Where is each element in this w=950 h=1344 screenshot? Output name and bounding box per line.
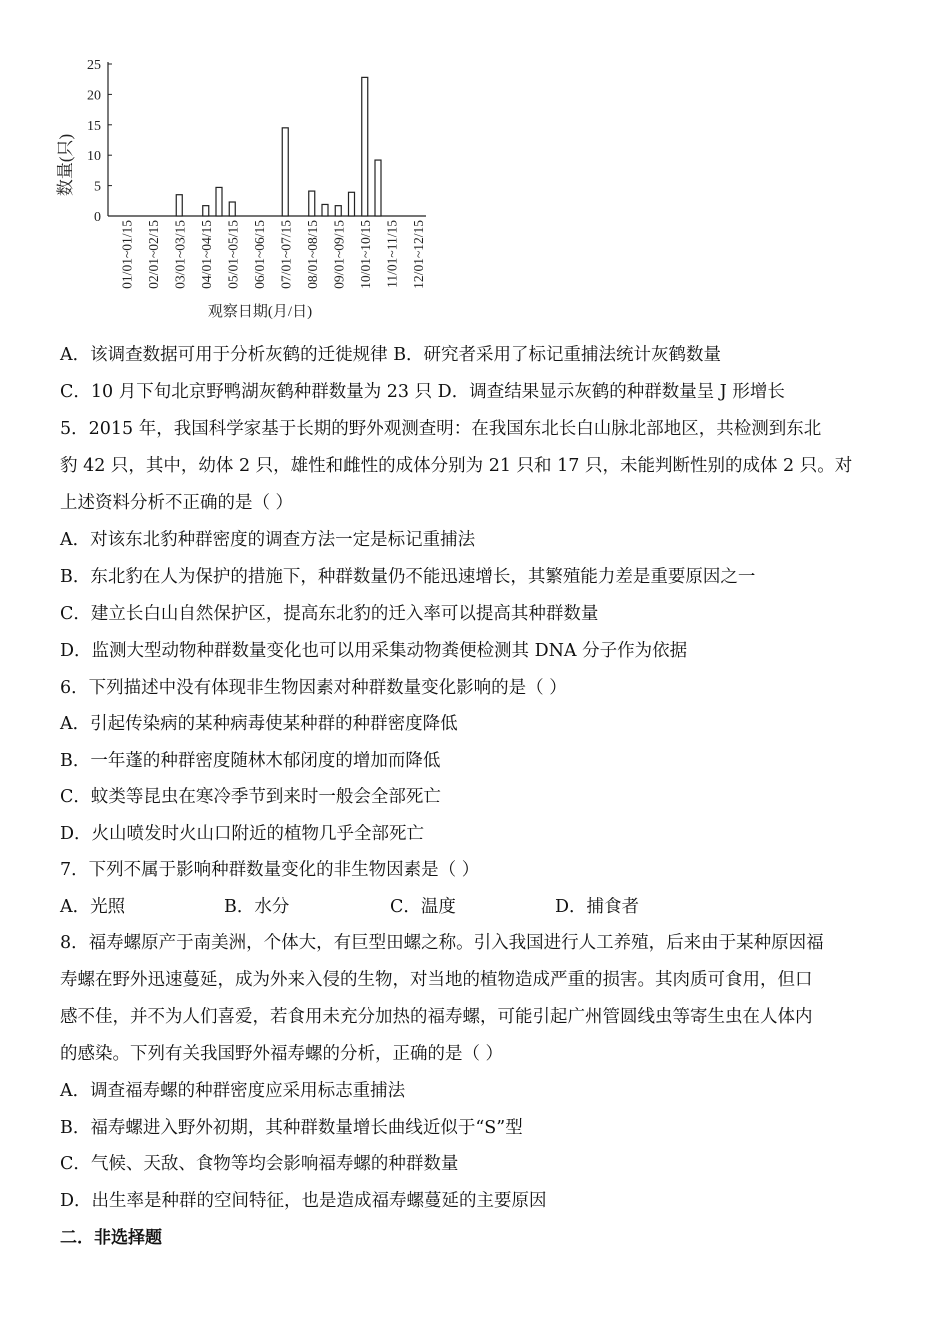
- x-tick-label: 11/01~11/15: [384, 220, 400, 288]
- bar: [375, 160, 381, 216]
- y-tick-label: 25: [87, 58, 101, 73]
- bar: [309, 191, 315, 216]
- q6-option-c: C．蚊类等昆虫在寒冷季节到来时一般会全部死亡: [60, 787, 441, 807]
- bar: [362, 77, 368, 216]
- q8-option-c: C．气候、天敌、食物等均会影响福寿螺的种群数量: [60, 1154, 459, 1174]
- bar: [282, 128, 288, 216]
- q8-stem-line3: 感不佳，并不为人们喜爱，若食用未充分加热的福寿螺，可能引起广州管圆线虫等寄生虫在人体内: [60, 1007, 813, 1027]
- x-tick-label: 12/01~12/15: [410, 220, 426, 289]
- q5-stem-line1: 5．2015 年，我国科学家基于长期的野外观测查明：在我国东北长白山脉北部地区，共检测到东北: [60, 419, 822, 439]
- y-tick-label: 20: [87, 88, 101, 104]
- q8-option-d: D．出生率是种群的空间特征，也是造成福寿螺蔓延的主要原因: [60, 1191, 547, 1211]
- x-tick-label: 04/01~04/15: [198, 220, 214, 289]
- q8-option-b: B．福寿螺进入野外初期，其种群数量增长曲线近似于“S”型: [60, 1118, 523, 1138]
- x-tick-label: 01/01~01/15: [119, 220, 135, 289]
- q7-option-a: A．光照: [60, 897, 126, 917]
- bar: [335, 206, 341, 216]
- chart-bars: [176, 77, 381, 216]
- y-axis-label: 数量(只): [56, 133, 75, 197]
- bar: [176, 195, 182, 216]
- q5-option-a: A．对该东北豹种群密度的调查方法一定是标记重捕法: [60, 530, 476, 550]
- y-tick-label: 5: [94, 179, 101, 195]
- x-tick-label: 09/01~09/15: [331, 220, 347, 289]
- q7-option-c: C．温度: [390, 897, 456, 917]
- q4-options-cd: C．10 月下旬北京野鸭湖灰鹤种群数量为 23 只 D．调查结果显示灰鹤的种群数量呈 J 形增长: [60, 382, 785, 402]
- q6-stem: 6．下列描述中没有体现非生物因素对种群数量变化影响的是（ ）: [60, 678, 567, 698]
- q6-option-d: D．火山喷发时火山口附近的植物几乎全部死亡: [60, 824, 425, 844]
- q5-stem-line2: 豹 42 只，其中，幼体 2 只，雄性和雌性的成体分别为 21 只和 17 只，未能判断性别的成体 2 只。对: [60, 456, 853, 476]
- bar: [229, 202, 235, 216]
- x-tick-label: 05/01~05/15: [225, 220, 241, 289]
- bar-chart: [55, 50, 445, 325]
- q6-option-b: B．一年蓬的种群密度随林木郁闭度的增加而降低: [60, 751, 441, 771]
- q6-option-a: A．引起传染病的某种病毒使某种群的种群密度降低: [60, 714, 458, 734]
- x-tick-label: 03/01~03/15: [172, 220, 188, 289]
- x-tick-label: 06/01~06/15: [251, 220, 267, 289]
- bar: [216, 187, 222, 216]
- bar: [203, 206, 209, 216]
- x-tick-label: 10/01~10/15: [357, 220, 373, 289]
- q7-option-b: B．水分: [224, 897, 290, 917]
- q8-stem-line1: 8．福寿螺原产于南美洲，个体大，有巨型田螺之称。引入我国进行人工养殖，后来由于某种原因福: [60, 933, 824, 953]
- q5-option-d: D．监测大型动物种群数量变化也可以用采集动物粪便检测其 DNA 分子作为依据: [60, 641, 688, 661]
- q5-stem-line3: 上述资料分析不正确的是（ ）: [60, 493, 294, 513]
- y-tick-label: 15: [87, 118, 101, 134]
- q8-stem-line4: 的感染。下列有关我国野外福寿螺的分析，正确的是（ ）: [60, 1044, 504, 1064]
- bar: [322, 204, 328, 216]
- x-axis-label: 观察日期(月/日): [207, 304, 313, 320]
- bar: [349, 192, 355, 216]
- q5-option-b: B．东北豹在人为保护的措施下，种群数量仍不能迅速增长，其繁殖能力差是重要原因之一: [60, 567, 756, 587]
- y-tick-labels: [87, 58, 101, 225]
- q5-option-c: C．建立长白山自然保护区，提高东北豹的迁入率可以提高其种群数量: [60, 604, 599, 624]
- x-tick-label: 02/01~02/15: [145, 220, 161, 289]
- q7-stem: 7．下列不属于影响种群数量变化的非生物因素是（ ）: [60, 860, 480, 880]
- section-title: 二．非选择题: [60, 1228, 162, 1248]
- q8-option-a: A．调查福寿螺的种群密度应采用标志重捕法: [60, 1081, 406, 1101]
- q7-option-d: D．捕食者: [555, 897, 640, 917]
- q8-stem-line2: 寿螺在野外迅速蔓延，成为外来入侵的生物，对当地的植物造成严重的损害。其肉质可食用，但口: [60, 970, 813, 990]
- y-tick-label: 10: [87, 149, 101, 165]
- x-tick-labels: [119, 220, 426, 289]
- x-tick-label: 07/01~07/15: [278, 220, 294, 289]
- y-tick-label: 0: [94, 210, 101, 225]
- x-tick-label: 08/01~08/15: [304, 220, 320, 289]
- q4-options-ab: A．该调查数据可用于分析灰鹤的迁徙规律 B．研究者采用了标记重捕法统计灰鹤数量: [60, 345, 722, 365]
